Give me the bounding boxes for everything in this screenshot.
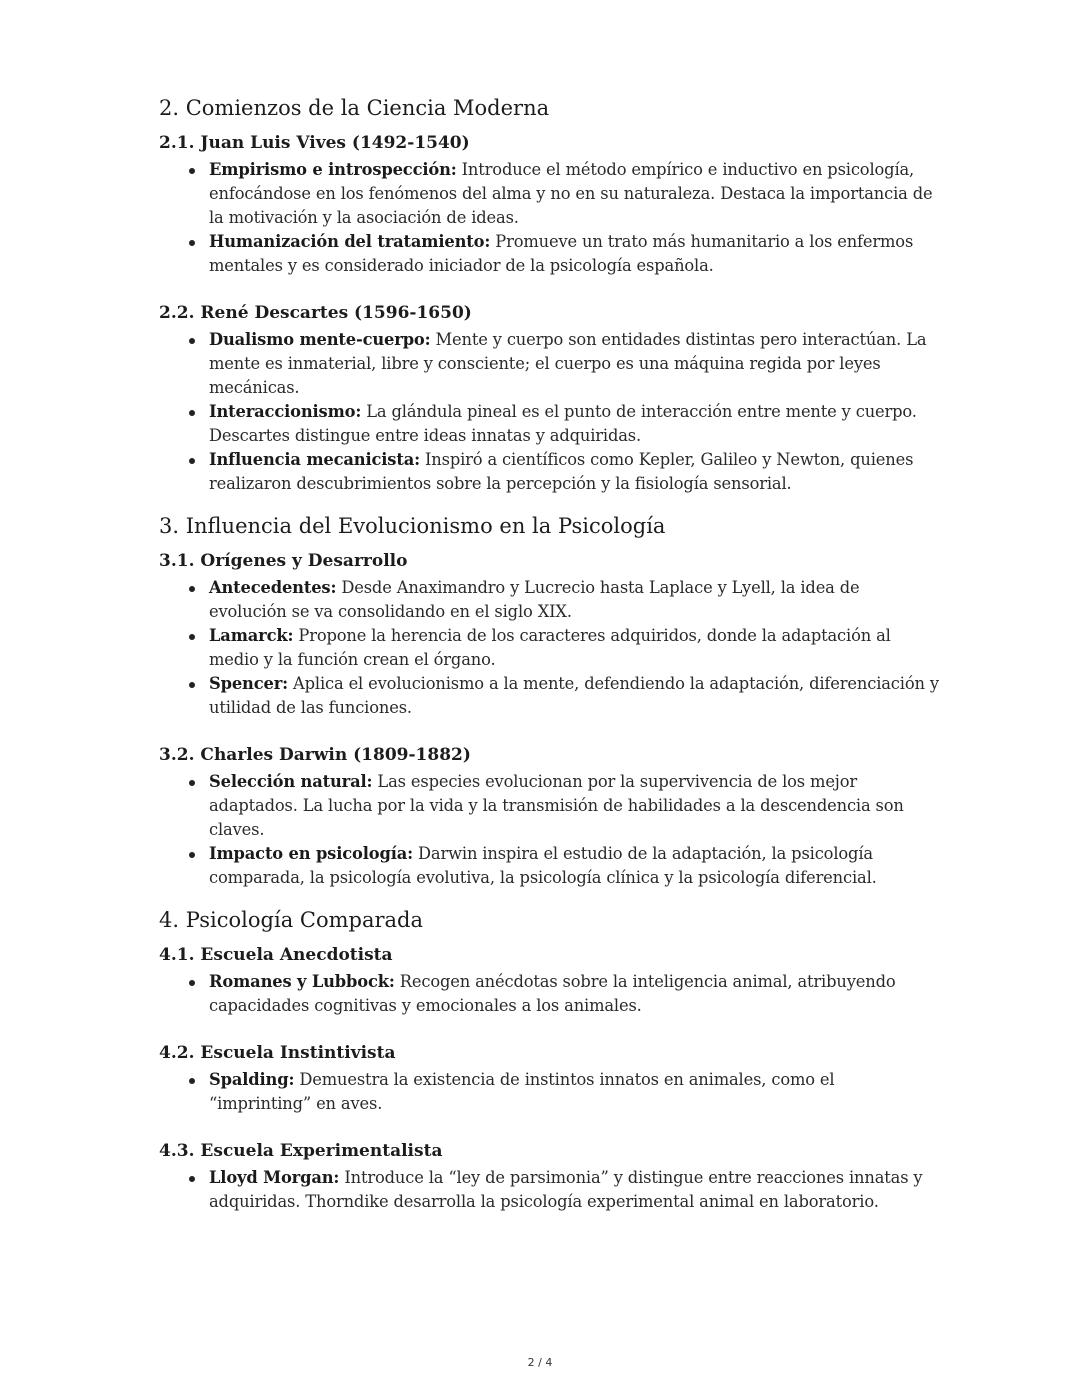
item-term: Spencer: xyxy=(209,674,288,693)
bullet-list-3-2 xyxy=(159,770,939,890)
subsection-title-2-2: 2.2. René Descartes (1596-1650) xyxy=(159,303,472,323)
list-item xyxy=(209,672,939,720)
item-text: Introduce la “ley de parsimonia” y distingue entre reacciones innatas y adquiridas. Thorndike desarrolla la psicología experimental animal en laboratorio. xyxy=(209,1168,923,1211)
item-term: Antecedentes: xyxy=(209,578,337,597)
list-item xyxy=(209,770,939,842)
subsection-title-2-1: 2.1. Juan Luis Vives (1492-1540) xyxy=(159,133,470,153)
list-item xyxy=(209,400,939,448)
list-item xyxy=(209,842,939,890)
list-item xyxy=(209,230,939,278)
item-text: Desde Anaximandro y Lucrecio hasta Laplace y Lyell, la idea de evolución se va consolidando en el siglo XIX. xyxy=(209,578,860,621)
bullet-list-4-1 xyxy=(159,970,939,1018)
bullet-list-4-3 xyxy=(159,1166,939,1214)
bullet-list-2-2 xyxy=(159,328,939,496)
subsection-title-4-1: 4.1. Escuela Anecdotista xyxy=(159,945,393,965)
document-page xyxy=(159,92,939,1214)
subsection-title-4-2: 4.2. Escuela Instintivista xyxy=(159,1043,396,1063)
subsection-title-3-2: 3.2. Charles Darwin (1809-1882) xyxy=(159,745,471,765)
item-term: Impacto en psicología: xyxy=(209,844,413,863)
item-text: Propone la herencia de los caracteres adquiridos, donde la adaptación al medio y la función crean el órgano. xyxy=(209,626,891,669)
item-term: Lloyd Morgan: xyxy=(209,1168,340,1187)
item-term: Spalding: xyxy=(209,1070,295,1089)
item-term: Romanes y Lubbock: xyxy=(209,972,395,991)
section-title-3: 3. Influencia del Evolucionismo en la Psicología xyxy=(159,514,666,538)
section-title-4: 4. Psicología Comparada xyxy=(159,908,423,932)
item-text: Inspiró a científicos como Kepler, Galileo y Newton, quienes realizaron descubrimientos sobre la percepción y la fisiología sensorial. xyxy=(209,450,914,493)
item-term: Empirismo e introspección: xyxy=(209,160,457,179)
section-title-2: 2. Comienzos de la Ciencia Moderna xyxy=(159,96,550,120)
subsection-title-3-1: 3.1. Orígenes y Desarrollo xyxy=(159,551,408,571)
item-text: Demuestra la existencia de instintos innatos en animales, como el “imprinting” en aves. xyxy=(209,1070,835,1113)
subsection-title-4-3: 4.3. Escuela Experimentalista xyxy=(159,1141,443,1161)
list-item xyxy=(209,328,939,400)
bullet-list-4-2 xyxy=(159,1068,939,1116)
item-term: Humanización del tratamiento: xyxy=(209,232,491,251)
item-text: La glándula pineal es el punto de interacción entre mente y cuerpo. Descartes distingue entre ideas innatas y adquiridas. xyxy=(209,402,917,445)
list-item xyxy=(209,576,939,624)
list-item xyxy=(209,1166,939,1214)
item-term: Selección natural: xyxy=(209,772,373,791)
list-item xyxy=(209,158,939,230)
page-number: 2 / 4 xyxy=(527,1356,553,1369)
item-text: Mente y cuerpo son entidades distintas pero interactúan. La mente es inmaterial, libre y consciente; el cuerpo es una máquina regida por leyes mecánicas. xyxy=(209,330,927,397)
item-text: Promueve un trato más humanitario a los enfermos mentales y es considerado iniciador de la psicología española. xyxy=(209,232,914,275)
list-item xyxy=(209,1068,939,1116)
item-text: Darwin inspira el estudio de la adaptación, la psicología comparada, la psicología evolutiva, la psicología clínica y la psicología diferencial. xyxy=(209,844,877,887)
list-item xyxy=(209,624,939,672)
item-term: Interaccionismo: xyxy=(209,402,362,421)
item-text: Aplica el evolucionismo a la mente, defendiendo la adaptación, diferenciación y utilidad de las funciones. xyxy=(209,674,939,717)
item-term: Lamarck: xyxy=(209,626,294,645)
item-text: Las especies evolucionan por la supervivencia de los mejor adaptados. La lucha por la vida y la transmisión de habilidades a la descendencia son claves. xyxy=(209,772,904,839)
item-term: Dualismo mente-cuerpo: xyxy=(209,330,431,349)
list-item xyxy=(209,448,939,496)
list-item xyxy=(209,970,939,1018)
bullet-list-2-1 xyxy=(159,158,939,278)
item-text: Recogen anécdotas sobre la inteligencia animal, atribuyendo capacidades cognitivas y emocionales a los animales. xyxy=(209,972,896,1015)
bullet-list-3-1 xyxy=(159,576,939,720)
item-term: Influencia mecanicista: xyxy=(209,450,420,469)
item-text: Introduce el método empírico e inductivo en psicología, enfocándose en los fenómenos del alma y no en su naturaleza. Destaca la importancia de la motivación y la asociación de ideas. xyxy=(209,160,933,227)
